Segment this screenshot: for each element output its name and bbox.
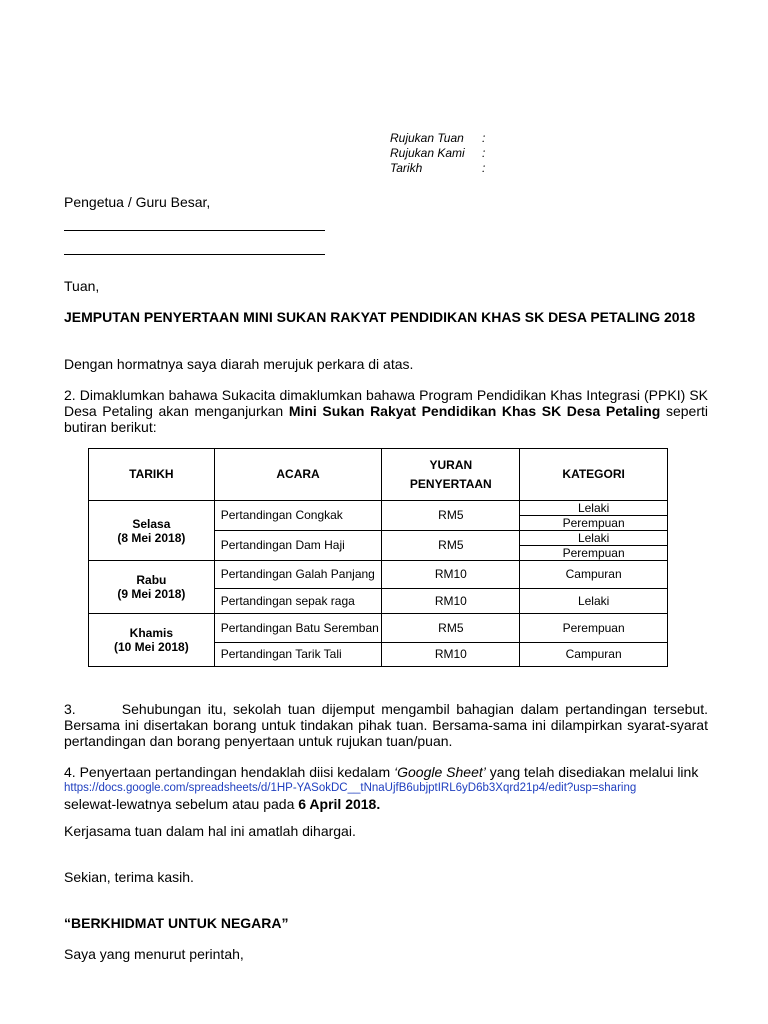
table-header-row [89,449,668,501]
address-line-1 [64,230,325,231]
sign-off: Saya yang menurut perintah, [64,946,244,962]
kategori-cell: Perempuan [520,614,668,643]
ref-rujukan-kami: Rujukan Kami : [390,146,486,160]
address-line-2 [64,254,325,255]
kategori-cell: Lelaki [520,531,668,546]
acara-cell: Pertandingan Congkak [214,501,382,531]
kategori-cell: Perempuan [520,516,668,531]
header-kategori: KATEGORI [520,449,668,501]
paragraph-3: 3. Sehubungan itu, sekolah tuan dijemput mengambil bahagian dalam pertandingan tersebut. Bersama ini disertakan borang untuk tindakan pihak tuan. Bersama-sama ini dilampirkan syarat-syarat pertandingan dan borang penyertaan untuk rujukan tuan/puan. [64,701,708,749]
yuran-cell: RM5 [382,614,520,643]
closing-text: Sekian, terima kasih. [64,869,194,885]
kategori-cell: Campuran [520,561,668,589]
acara-cell: Pertandingan Galah Panjang [214,561,382,589]
date-cell-selasa: Selasa (8 Mei 2018) [89,501,215,561]
yuran-cell: RM10 [382,561,520,589]
yuran-cell: RM5 [382,531,520,561]
subject-title: JEMPUTAN PENYERTAAN MINI SUKAN RAKYAT PENDIDIKAN KHAS SK DESA PETALING 2018 [64,309,696,325]
kategori-cell: Lelaki [520,501,668,516]
reference-block [390,131,485,176]
kategori-cell: Campuran [520,643,668,667]
ref-tarikh: Tarikh : [390,161,486,175]
table-row [89,614,668,643]
header-acara: ACARA [214,449,382,501]
salutation: Tuan, [64,278,100,294]
yuran-cell: RM10 [382,643,520,667]
ref-rujukan-tuan: Rujukan Tuan : [390,131,486,145]
yuran-cell: RM5 [382,501,520,531]
paragraph-5: Kerjasama tuan dalam hal ini amatlah dihargai. [64,823,356,839]
date-cell-khamis: Khamis (10 Mei 2018) [89,614,215,667]
recipient: Pengetua / Guru Besar, [64,194,211,210]
acara-cell: Pertandingan Batu Seremban [214,614,382,643]
paragraph-1: Dengan hormatnya saya diarah merujuk perkara di atas. [64,356,414,372]
acara-cell: Pertandingan sepak raga [214,589,382,614]
kategori-cell: Perempuan [520,546,668,561]
header-tarikh: TARIKH [89,449,215,501]
event-table [88,448,668,667]
acara-cell: Pertandingan Tarik Tali [214,643,382,667]
motto: “BERKHIDMAT UNTUK NEGARA” [64,915,289,931]
header-yuran: YURAN PENYERTAAN [382,449,520,501]
google-sheet-link[interactable]: https://docs.google.com/spreadsheets/d/1HP-YASokDC__tNnaUjfB6ubjptIRL6yD6b3Xqrd21p4/edit?usp=sharing [64,782,637,794]
yuran-cell: RM10 [382,589,520,614]
table-row [89,501,668,516]
paragraph-2: 2. Dimaklumkan bahawa Sukacita dimaklumkan bahawa Program Pendidikan Khas Integrasi (PPKI) SK Desa Petaling akan menganjurkan Mini Sukan Rakyat Pendidikan Khas SK Desa Petaling seperti butiran berikut: [64,387,708,435]
acara-cell: Pertandingan Dam Haji [214,531,382,561]
date-cell-rabu: Rabu (9 Mei 2018) [89,561,215,614]
table-row [89,561,668,589]
kategori-cell: Lelaki [520,589,668,614]
paragraph-4: 4. Penyertaan pertandingan hendaklah diisi kedalam ‘Google Sheet’ yang telah disediakan melalui link https://docs.google.com/spreadsheets/d/1HP-YASokDC__tNnaUjfB6ubjptIRL6yD6b3Xqrd21p4/edit?usp=sharing selewat-lewatnya sebelum atau pada 6 April 2018. [64,764,708,812]
